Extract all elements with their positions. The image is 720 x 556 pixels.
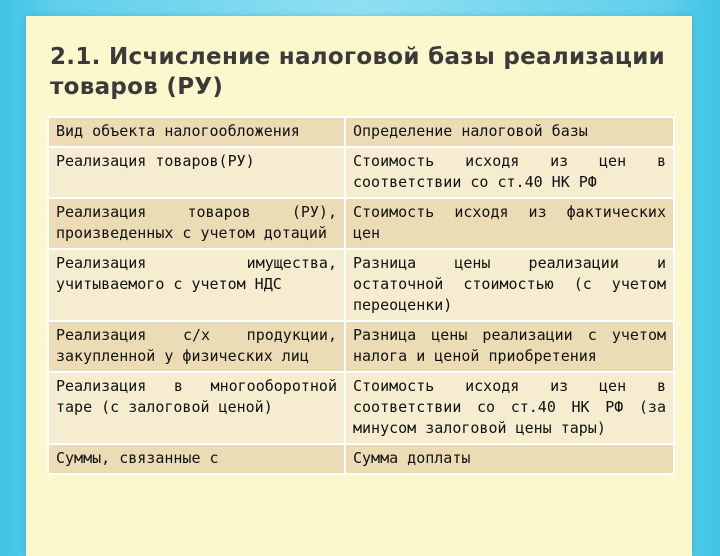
table-cell-definition: Разница цены реализации с учетом налога и ценой приобретения (345, 321, 674, 372)
table-cell-definition: Разница цены реализации и остаточной стоимостью (с учетом переоценки) (345, 249, 674, 321)
table-row (48, 321, 674, 372)
table-row (48, 249, 674, 321)
table-row (48, 198, 674, 249)
table-cell-object: Реализация с/х продукции, закупленной у физических лиц (48, 321, 345, 372)
table-cell-object: Реализация в многооборотной таре (с залоговой ценой) (48, 372, 345, 444)
table-row (48, 372, 674, 444)
table-cell-object: Реализация имущества, учитываемого с учетом НДС (48, 249, 345, 321)
header-tax-base-definition: Определение налоговой базы (345, 117, 674, 147)
table-cell-definition: Стоимость исходя из фактических цен (345, 198, 674, 249)
table-row (48, 147, 674, 198)
table-cell-definition: Сумма доплаты (345, 444, 674, 474)
table-cell-object: Реализация товаров (РУ), произведенных с учетом дотаций (48, 198, 345, 249)
table-cell-definition: Стоимость исходя из цен в соответствии со ст.40 НК РФ (345, 147, 674, 198)
tax-base-table (47, 116, 673, 475)
table-row (48, 444, 674, 474)
table-header-row (48, 117, 674, 147)
header-object-type: Вид объекта налогообложения (48, 117, 345, 147)
table-cell-object: Реализация товаров(РУ) (48, 147, 345, 198)
table-cell-object: Суммы, связанные с (48, 444, 345, 474)
slide-title: 2.1. Исчисление налоговой базы реализации товаров (РУ) (50, 44, 666, 100)
table-cell-definition: Стоимость исходя из цен в соответствии со ст.40 НК РФ (за минусом залоговой цены тары) (345, 372, 674, 444)
